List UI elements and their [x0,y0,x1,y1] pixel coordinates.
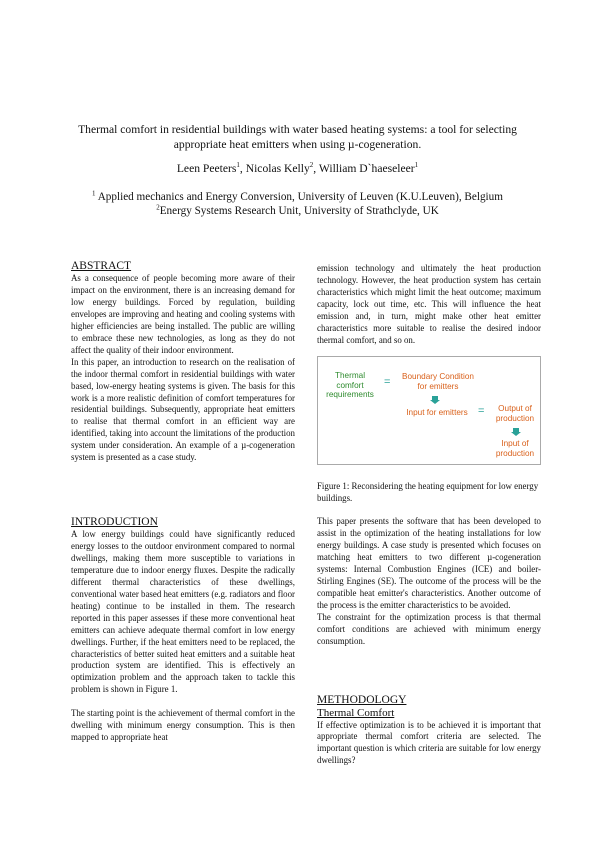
equals-sign-1: = [384,376,391,388]
affiliations [40,190,555,218]
right-column-top [317,263,541,347]
introduction-paragraph-1: A low energy buildings could have significantly reduced energy losses to the outdoor environment compared to normal dwellings, making them more susceptible to variations in temperature due to indoor energy fluxes. Despite the radically different thermal characteristics of these dwellings, conventional water based heat emitters (e.g. radiators and floor heating) continue to be installed in them. The research reported in this paper assesses if these more conventional heat emitters can achieve adequate thermal comfort in low energy dwellings. Further, if the heat emitters need to be replaced, the characteristics of better suited heat emitters and a suitable heat production system are identified. This is effectively an optimization problem and the approach taken to tackle this problem is shown in Figure 1. [71,529,295,695]
author-sup: 2 [309,161,314,170]
author-name: Leen Peeters [176,162,237,175]
introduction-heading: INTRODUCTION [71,516,158,528]
equals-sign-2: = [478,405,485,417]
abstract-heading: ABSTRACT [71,260,132,272]
down-arrow-icon [513,428,519,436]
methodology-heading: METHODOLOGY [317,694,407,706]
right-paragraph-software: This paper presents the software that has been developed to assist in the optimization of the heating installations for low energy buildings. A case study is presented which focuses on matching heat emitters to two different µ-cogeneration systems: Internal Combustion Engines (ICE) and boiler-Stirling Engines (SE). The outcome of the process will be the compatible heat emitter's characteristics. Another outcome of the process is the emitter characteristics to be avoided. [317,516,541,610]
author-name: William D`haeseleer [318,162,415,175]
right-paragraph-continued: emission technology and ultimately the heat production technology. However, the heat production system has certain characteristics which might limit the heat outcome; maximum capacity, lock out time, etc. This will influence the heat emission and, in turn, might make other heat emitter characteristics more suitable to realise the desired indoor thermal comfort, and so on. [317,263,541,345]
right-paragraph-constraint: The constraint for the optimization process is that thermal comfort conditions are achieved with minimum energy consumption. [317,611,541,646]
introduction-paragraph-2: The starting point is the achievement of thermal comfort in the dwelling with minimum energy consumption. This is then mapped to appropriate heat [71,708,295,743]
paper-title: Thermal comfort in residential buildings with water based heating systems: a tool for selecting appropriate heat emitters when using µ-cogeneration. [78,123,517,151]
thermal-comfort-subheading: Thermal Comfort [317,707,395,719]
output-production-label: Output of production [495,404,535,423]
right-column-middle [317,516,541,647]
thermal-comfort-label: Thermal comfort requirements [326,371,374,400]
author-name: Nicolas Kelly [245,162,310,175]
abstract-section [71,260,295,464]
author-sup: 1 [236,161,240,170]
introduction-section [71,516,295,744]
down-arrow-icon [432,396,438,404]
input-emitters-label: Input for emitters [406,408,468,417]
abstract-paragraph-2: In this paper, an introduction to research on the realisation of the indoor thermal comfort in residential buildings with water based, low-energy heating systems is given. The basis for this work is a more realistic definition of comfort temperatures for residential buildings. Subsequently, appropriate heat emitters to realise that thermal comfort in an efficient way are identified, taking into account the limitations of the production system under consideration. An example of a µ-cogeneration system is presented as a case study. [71,356,295,463]
abstract-paragraph-1: As a consequence of people becoming more aware of their impact on the environment, there is an increasing demand for low energy buildings. Forced by regulation, building envelopes are improving and heating and cooling systems with higher efficiencies are being installed. The public are willing to embrace these new technologies, as long as they do not affect the quality of their indoor environment. [71,273,295,355]
affiliation-2: $^2$Energy Systems Research Unit, University of Strathclyde, UK [156,203,439,217]
methodology-paragraph-1: If effective optimization is to be achieved it is important that appropriate thermal comfort criteria are selected. The important question is which criteria are suitable for low energy dwellings? [317,719,541,766]
affiliation-1: $^1$ Applied mechanics and Energy Conversion, University of Leuven (K.U.Leuven), Belgium [92,189,503,203]
input-production-label: Input of production [495,439,535,458]
author-sup: 1 [414,161,419,170]
boundary-condition-label: Boundary Condition for emitters [402,372,474,391]
authors-line: Leen Peeters$^1$, Nicolas Kelly$^2$, William D`haeseleer$^1$ [176,161,419,175]
methodology-section [317,694,541,767]
figure-1-caption: Figure 1: Reconsidering the heating equipment for low energy buildings. [317,481,539,503]
figure-1-diagram [317,356,541,465]
